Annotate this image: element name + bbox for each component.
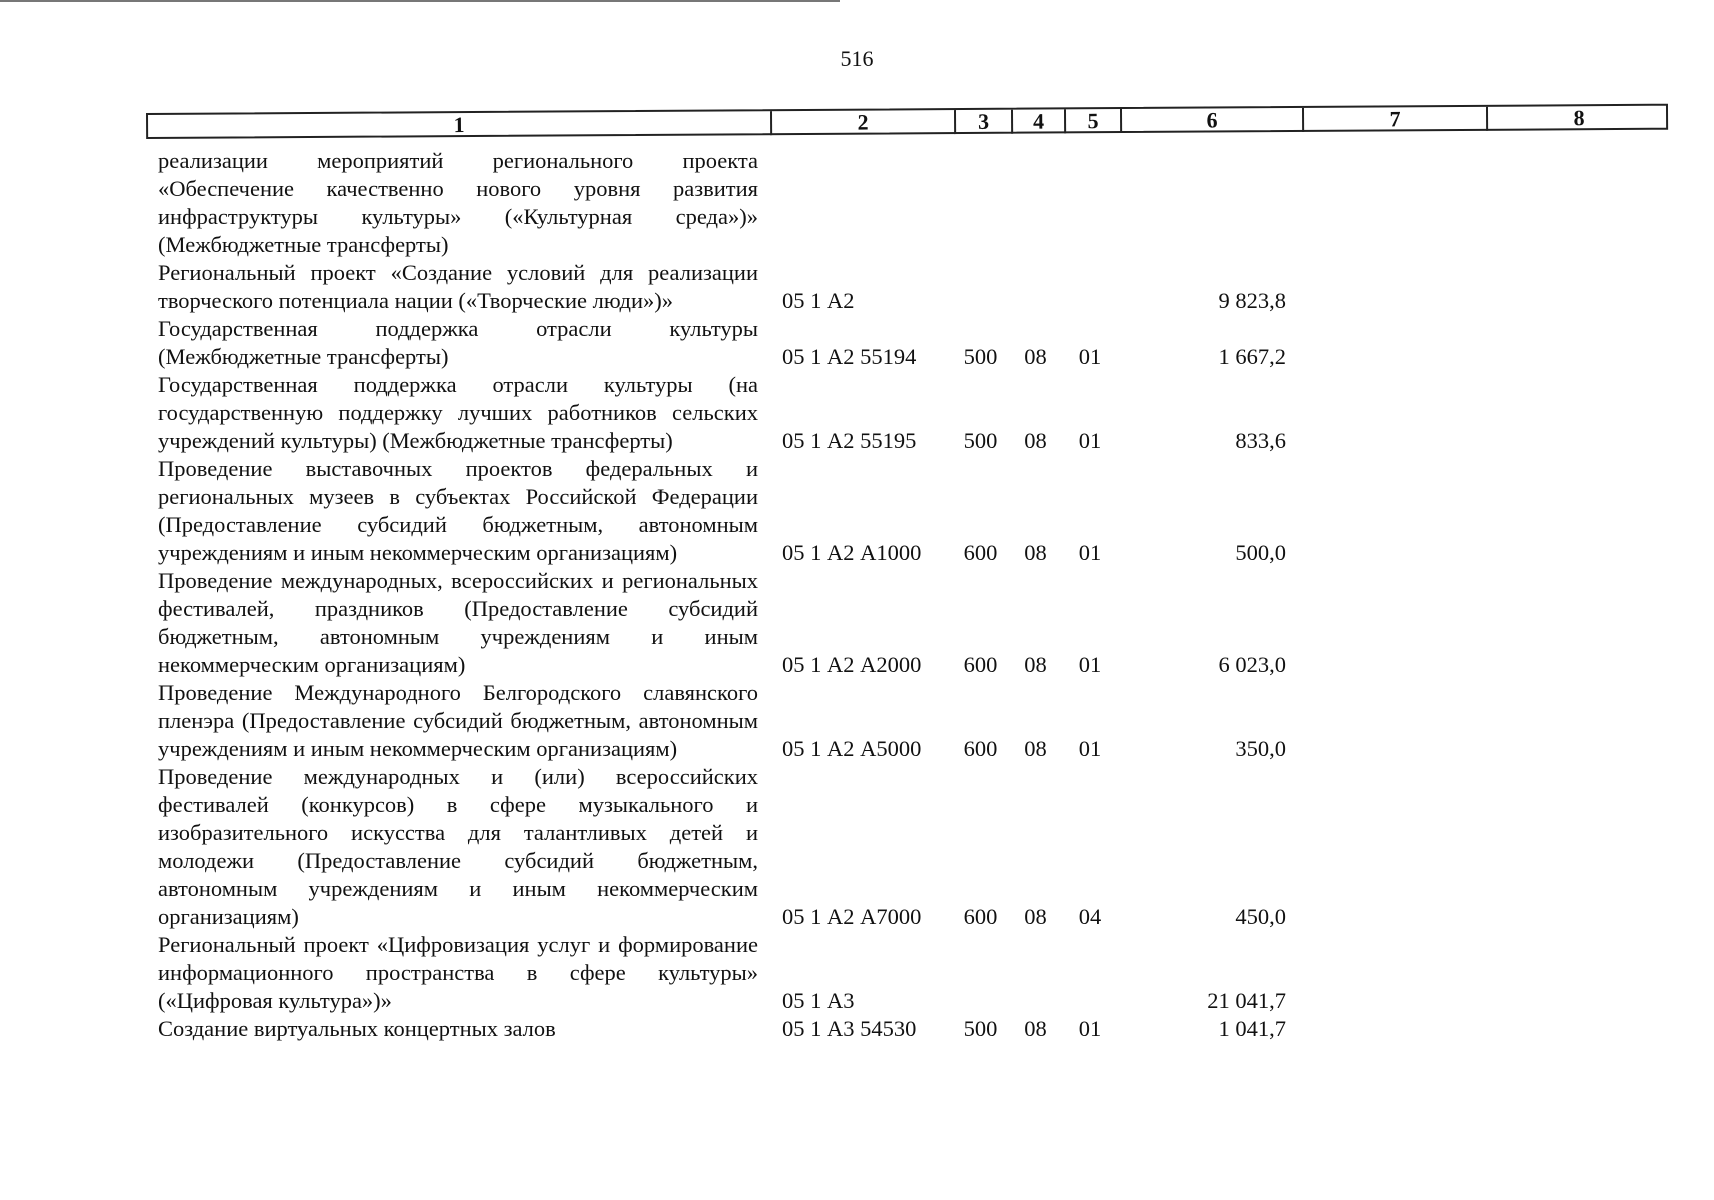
row-col-5: 01	[1078, 1016, 1102, 1041]
row-col-4: 08	[1024, 904, 1047, 929]
row-description: Проведение международных, всероссийских и региональных фестивалей, праздников (Предоставление субсидий бюджетным, автономным учреждениям и иным некоммерческим организациям)	[158, 568, 758, 677]
table-body	[146, 147, 1668, 1043]
row-code: 05 1 А2 А7000	[782, 904, 922, 929]
page-number: 516	[840, 46, 874, 71]
row-code: 05 1 А2	[782, 288, 855, 313]
row-code: 05 1 А2 55195	[782, 428, 917, 453]
row-col-5: 01	[1078, 428, 1102, 453]
table-row	[146, 679, 1668, 763]
top-rule	[0, 0, 840, 2]
row-description: Создание виртуальных концертных залов	[158, 1016, 556, 1041]
row-col-4: 08	[1024, 428, 1047, 453]
row-code: 05 1 А2 А5000	[782, 736, 922, 761]
row-description: Региональный проект «Создание условий для реализации творческого потенциала нации («Творческие люди»)»	[158, 260, 758, 313]
row-col-4: 08	[1024, 344, 1047, 369]
row-col-4: 08	[1024, 540, 1047, 565]
header-col-5: 5	[1064, 109, 1120, 133]
row-description: Проведение выставочных проектов федеральных и региональных музеев в субъектах Российской Федерации (Предоставление субсидий бюджетным, автономным учреждениям и иным некоммерческим организациям)	[158, 456, 758, 565]
row-code: 05 1 А2 А2000	[782, 652, 922, 677]
row-description: реализации мероприятий регионального проекта «Обеспечение качественно нового уровня развития инфраструктуры культуры» («Культурная среда»)» (Межбюджетные трансферты)	[158, 148, 758, 257]
row-amount: 21 041,7	[1207, 988, 1286, 1013]
table-row	[146, 931, 1668, 1015]
table-row	[146, 371, 1668, 455]
row-amount: 6 023,0	[1218, 652, 1286, 677]
table-row	[146, 567, 1668, 679]
row-amount: 350,0	[1235, 736, 1286, 761]
row-col-4: 08	[1024, 652, 1047, 677]
row-amount: 1 667,2	[1218, 344, 1286, 369]
table-row	[146, 455, 1668, 567]
budget-table	[146, 105, 1668, 1043]
table-row	[146, 147, 1668, 259]
table-row	[146, 259, 1668, 315]
row-col-3: 600	[963, 540, 998, 565]
row-col-3: 600	[963, 652, 998, 677]
row-code: 05 1 А2 А1000	[782, 540, 922, 565]
row-col-4: 08	[1024, 1016, 1047, 1041]
row-col-5: 01	[1078, 540, 1102, 565]
row-description: Проведение Международного Белгородского славянского пленэра (Предоставление субсидий бюджетным, автономным учреждениям и иным некоммерческим организациям)	[158, 680, 758, 761]
row-description: Проведение международных и (или) всероссийских фестивалей (конкурсов) в сфере музыкального и изобразительного искусства для талантливых детей и молодежи (Предоставление субсидий бюджетным, автономным учреждениям и иным некоммерческим организациям)	[158, 764, 758, 929]
header-col-3: 3	[954, 110, 1011, 134]
row-description: Государственная поддержка отрасли культуры (на государственную поддержку лучших работников сельских учреждений культуры) (Межбюджетные трансферты)	[158, 372, 758, 453]
row-amount: 833,6	[1235, 428, 1286, 453]
header-col-4: 4	[1011, 109, 1064, 133]
table-header	[146, 104, 1668, 139]
row-col-3: 500	[963, 1016, 998, 1041]
row-col-3: 600	[963, 736, 998, 761]
row-col-5: 04	[1078, 904, 1102, 929]
row-col-3: 500	[963, 344, 998, 369]
row-col-5: 01	[1078, 344, 1102, 369]
row-col-5: 01	[1078, 652, 1102, 677]
table-row	[146, 1015, 1668, 1043]
row-code: 05 1 А3	[782, 988, 855, 1013]
row-code: 05 1 А3 54530	[782, 1016, 917, 1041]
row-description: Региональный проект «Цифровизация услуг и формирование информационного пространства в сфере культуры» («Цифровая культура»)»	[158, 932, 758, 1013]
row-col-4: 08	[1024, 736, 1047, 761]
row-description: Государственная поддержка отрасли культуры (Межбюджетные трансферты)	[158, 316, 758, 369]
row-col-3: 500	[963, 428, 998, 453]
header-col-1: 1	[453, 112, 465, 138]
header-col-8: 8	[1486, 106, 1670, 131]
row-code: 05 1 А2 55194	[782, 344, 917, 369]
header-col-7: 7	[1302, 107, 1486, 132]
header-col-6: 6	[1120, 108, 1302, 133]
row-col-3: 600	[963, 904, 998, 929]
header-col-2: 2	[770, 110, 954, 135]
row-amount: 9 823,8	[1218, 288, 1286, 313]
row-amount: 450,0	[1235, 904, 1286, 929]
row-amount: 1 041,7	[1218, 1016, 1286, 1041]
row-col-5: 01	[1078, 736, 1102, 761]
table-row	[146, 315, 1668, 371]
row-amount: 500,0	[1235, 540, 1286, 565]
table-row	[146, 763, 1668, 931]
